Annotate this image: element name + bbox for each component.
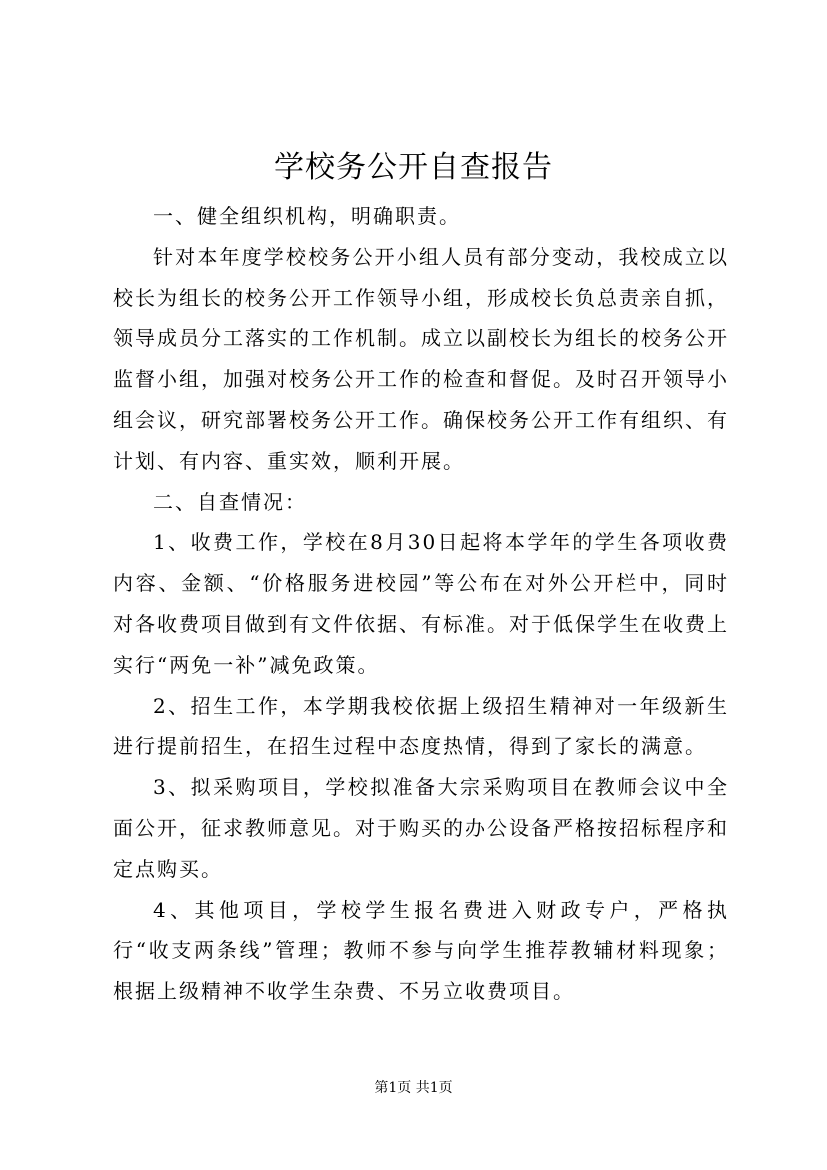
document-title: 学校务公开自查报告 bbox=[274, 150, 553, 185]
section-heading-self-check: 二、自查情况： bbox=[153, 489, 307, 514]
paragraph-other-items: 4、其他项目，学校学生报名费进入财政专户，严格执行“收支两条线”管理；教师不参与向学生推荐教辅材料现象；根据上级精神不收学生杂费、不另立收费项目。 bbox=[113, 897, 729, 1004]
paragraph-fees: 1、收费工作，学校在8月30日起将本学年的学生各项收费内容、金额、“价格服务进校园”等公布在对外公开栏中，同时对各收费项目做到有文件依据、有标准。对于低保学生在收费上实行“两免一补”减免政策。 bbox=[113, 530, 729, 677]
paragraph-procurement: 3、拟采购项目，学校拟准备大宗采购项目在教师会议中全面公开，征求教师意见。对于购买的办公设备严格按招标程序和定点购买。 bbox=[113, 775, 729, 881]
paragraph-organization: 针对本年度学校校务公开小组人员有部分变动，我校成立以校长为组长的校务公开工作领导小组，形成校长负总责亲自抓，领导成员分工落实的工作机制。成立以副校长为组长的校务公开监督小组，加强对校务公开工作的检查和督促。及时召开领导小组会议，研究部署校务公开工作。确保校务公开工作有组织、有计划、有内容、重实效，顺利开展。 bbox=[113, 244, 729, 473]
section-heading-organization: 一、健全组织机构，明确职责。 bbox=[153, 204, 461, 228]
page-number-footer: 第1页 共1页 bbox=[374, 1080, 453, 1096]
paragraph-enrollment: 2、招生工作，本学期我校依据上级招生精神对一年级新生进行提前招生，在招生过程中态度热情，得到了家长的满意。 bbox=[113, 693, 729, 759]
document-body bbox=[113, 196, 729, 1012]
